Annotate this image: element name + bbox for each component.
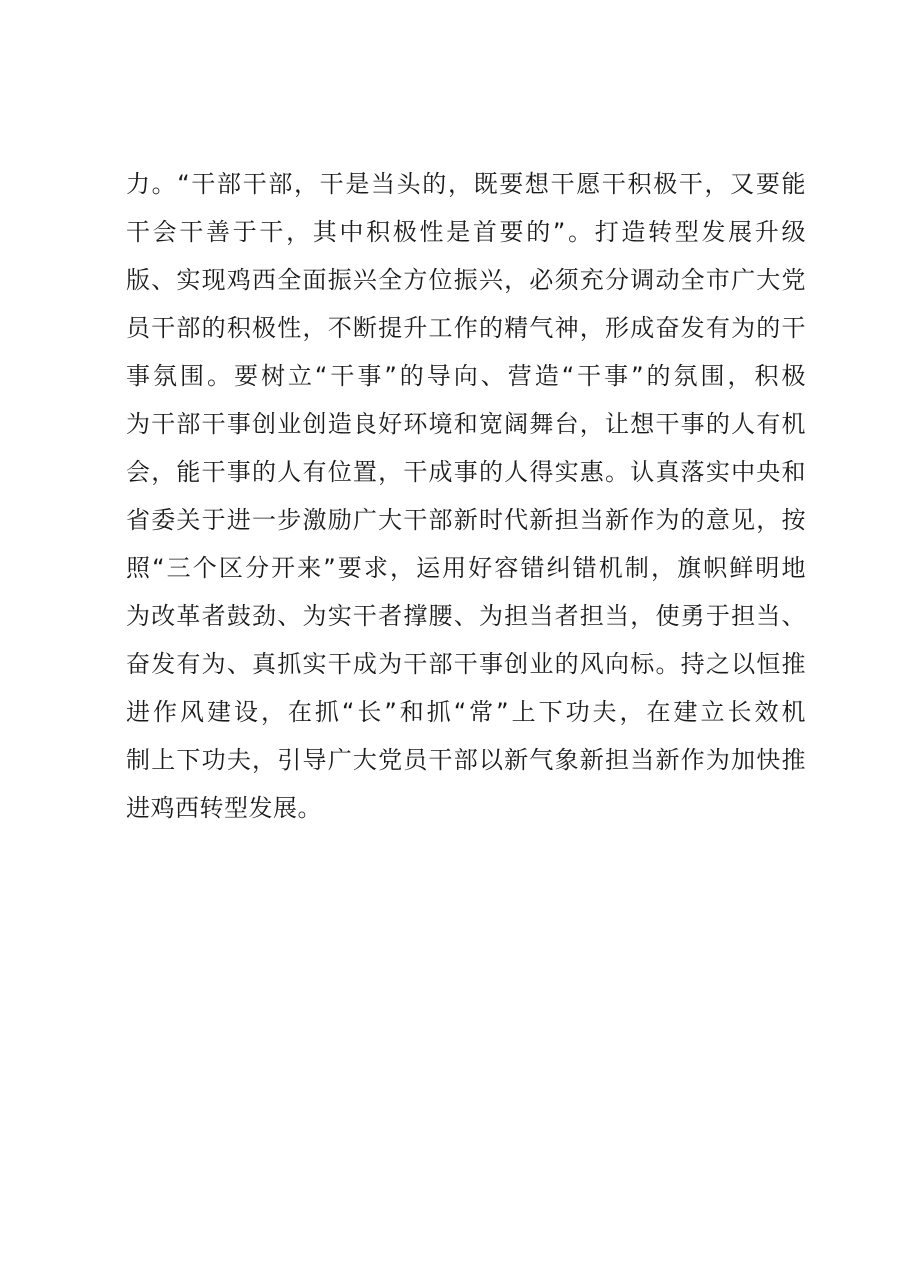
text-line: 干会干善于干，其中积极性是首要的”。打造转型发展升级: [126, 218, 806, 246]
body-paragraph: [126, 160, 806, 832]
text-line: 力。“干部干部，干是当头的，既要想干愿干积极干，又要能: [126, 170, 806, 198]
text-line: 事氛围。要树立“干事”的导向、营造“干事”的氛围，积极: [126, 362, 806, 390]
text-line: 会，能干事的人有位置，干成事的人得实惠。认真落实中央和: [126, 458, 806, 486]
text-line: 省委关于进一步激励广大干部新时代新担当新作为的意见，按: [126, 506, 806, 534]
text-line: 奋发有为、真抓实干成为干部干事创业的风向标。持之以恒推: [126, 650, 806, 678]
text-line: 为改革者鼓劲、为实干者撑腰、为担当者担当，使勇于担当、: [126, 602, 806, 630]
text-line: 制上下功夫，引导广大党员干部以新气象新担当新作为加快推: [126, 746, 806, 774]
text-line: 进鸡西转型发展。: [126, 794, 322, 822]
text-line: 照“三个区分开来”要求，运用好容错纠错机制，旗帜鲜明地: [126, 554, 806, 582]
text-line: 版、实现鸡西全面振兴全方位振兴，必须充分调动全市广大党: [126, 266, 806, 294]
text-line: 为干部干事创业创造良好环境和宽阔舞台，让想干事的人有机: [126, 410, 806, 438]
text-line: 进作风建设，在抓“长”和抓“常”上下功夫，在建立长效机: [126, 698, 806, 726]
text-line: 员干部的积极性，不断提升工作的精气神，形成奋发有为的干: [126, 314, 806, 342]
